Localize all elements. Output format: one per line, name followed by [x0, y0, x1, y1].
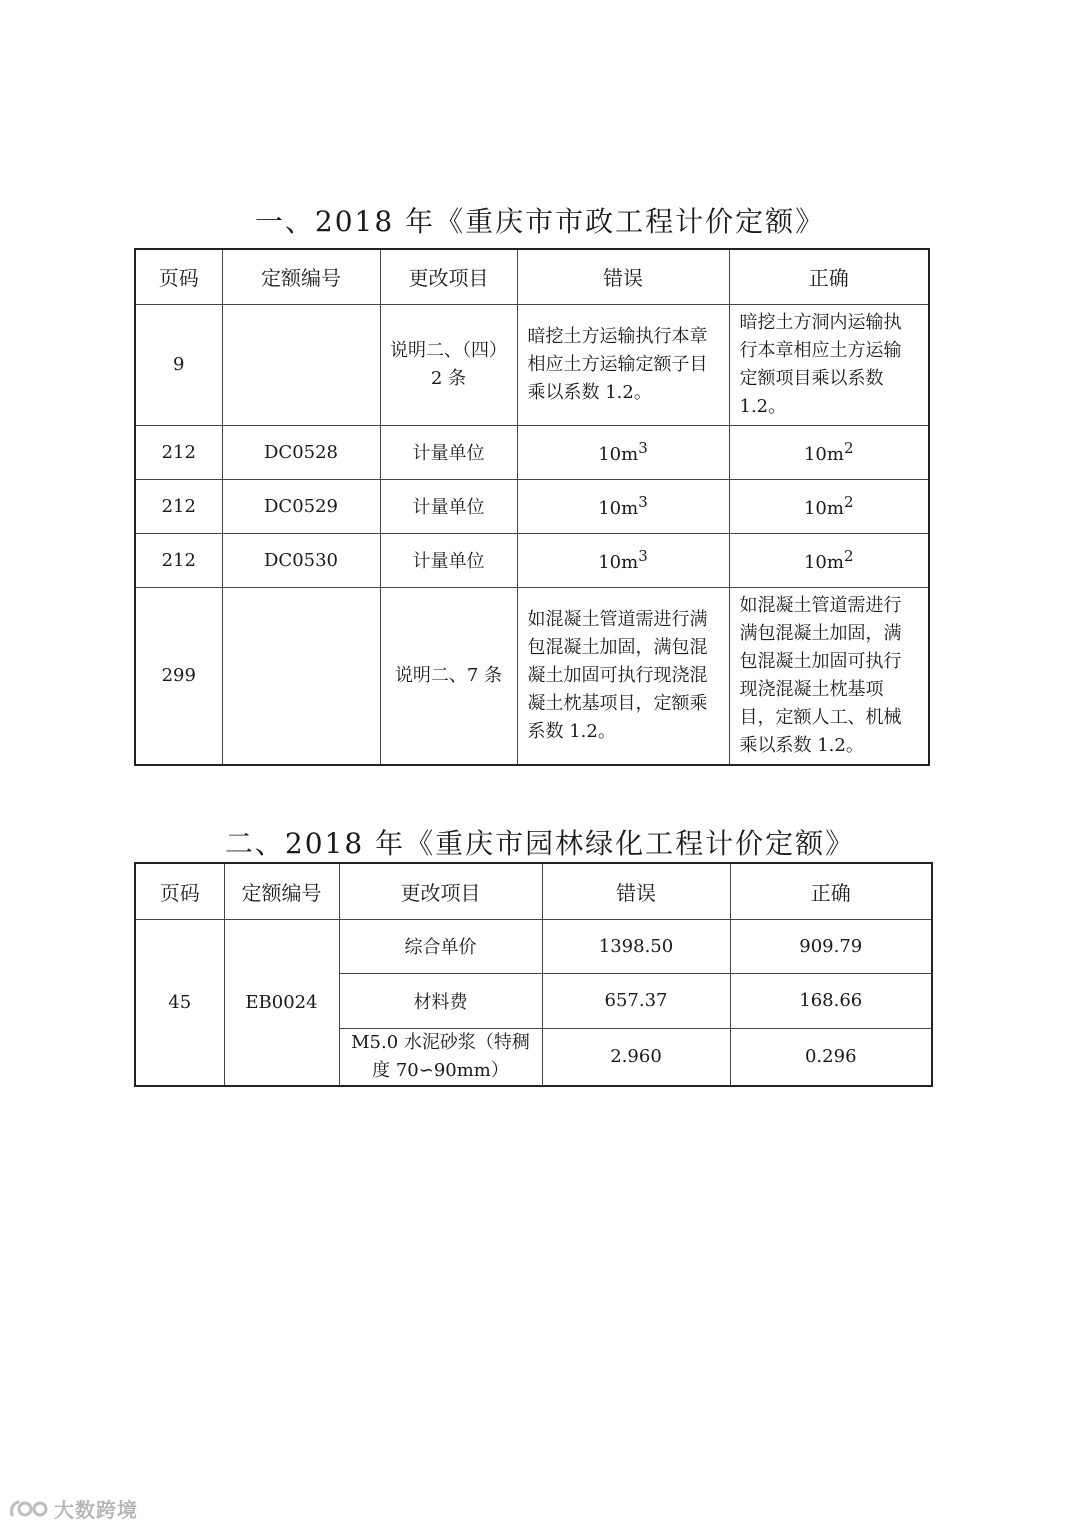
cell-wrong: [517, 479, 729, 533]
cell-page: 212: [135, 425, 222, 479]
logo-icon: [8, 1497, 50, 1521]
table-row: [135, 919, 932, 973]
unit-exponent: 3: [638, 493, 648, 511]
header-wrong: 错误: [517, 249, 729, 304]
cell-page: 9: [135, 304, 222, 425]
cell-wrong: [517, 425, 729, 479]
table-header-row: [135, 249, 929, 304]
table-row: [135, 304, 929, 425]
cell-page: 45: [135, 919, 224, 1086]
cell-wrong: 如混凝土管道需进行满包混凝土加固，满包混凝土加固可执行现浇混凝土枕基项目，定额乘系数 1.2。: [517, 587, 729, 765]
header-page: 页码: [135, 249, 222, 304]
cell-wrong: 2.960: [542, 1028, 730, 1086]
header-item: 更改项目: [339, 863, 542, 919]
cell-page: 212: [135, 479, 222, 533]
table-row: [135, 587, 929, 765]
cell-item: 计量单位: [380, 479, 517, 533]
cell-right: 909.79: [730, 919, 932, 973]
cell-wrong: [517, 533, 729, 587]
cell-wrong: 暗挖土方运输执行本章相应土方运输定额子目乘以系数 1.2。: [517, 304, 729, 425]
cell-code: DC0528: [222, 425, 380, 479]
unit-value: 10m: [803, 552, 844, 573]
cell-right: 如混凝土管道需进行满包混凝土加固，满包混凝土加固可执行现浇混凝土枕基项目，定额人工、机械乘以系数 1.2。: [729, 587, 929, 765]
cell-item: 说明二、7 条: [380, 587, 517, 765]
header-right: 正确: [729, 249, 929, 304]
unit-value: 10m: [803, 498, 844, 519]
header-code: 定额编号: [224, 863, 339, 919]
cell-wrong: 657.37: [542, 973, 730, 1028]
table-header-row: [135, 863, 932, 919]
cell-code: DC0529: [222, 479, 380, 533]
cell-code: [222, 304, 380, 425]
unit-value: 10m: [598, 552, 639, 573]
cell-right: 暗挖土方洞内运输执行本章相应土方运输定额项目乘以系数 1.2。: [729, 304, 929, 425]
cell-right: [729, 479, 929, 533]
cell-item: 材料费: [339, 973, 542, 1028]
cell-item: 计量单位: [380, 533, 517, 587]
cell-code: [222, 587, 380, 765]
header-page: 页码: [135, 863, 224, 919]
unit-exponent: 2: [843, 547, 854, 565]
unit-exponent: 2: [843, 439, 854, 457]
watermark: [8, 1494, 138, 1523]
watermark-text: 大数跨境: [54, 1498, 138, 1522]
cell-right: 0.296: [730, 1028, 932, 1086]
cell-page: 212: [135, 533, 222, 587]
unit-exponent: 3: [638, 547, 648, 565]
section-title-municipal: 一、2018 年《重庆市市政工程计价定额》: [254, 205, 826, 238]
cell-item: 综合单价: [339, 919, 542, 973]
cell-item: M5.0 水泥砂浆（特稠度 70∽90mm）: [339, 1028, 542, 1086]
cell-item: 计量单位: [380, 425, 517, 479]
unit-exponent: 3: [638, 439, 648, 457]
header-item: 更改项目: [380, 249, 517, 304]
table-row: [135, 533, 929, 587]
unit-exponent: 2: [843, 493, 854, 511]
cell-page: 299: [135, 587, 222, 765]
cell-code: DC0530: [222, 533, 380, 587]
section-title-landscape: 二、2018 年《重庆市园林绿化工程计价定额》: [224, 827, 856, 860]
cell-item: 说明二、（四）2 条: [380, 304, 517, 425]
cell-right: [729, 533, 929, 587]
cell-right: 168.66: [730, 973, 932, 1028]
unit-value: 10m: [803, 444, 844, 465]
errata-table-municipal: [134, 248, 930, 766]
cell-right: [729, 425, 929, 479]
unit-value: 10m: [598, 444, 639, 465]
cell-wrong: 1398.50: [542, 919, 730, 973]
header-wrong: 错误: [542, 863, 730, 919]
table-row: [135, 479, 929, 533]
cell-code: EB0024: [224, 919, 339, 1086]
table-row: [135, 425, 929, 479]
errata-table-landscape: [134, 862, 933, 1087]
header-code: 定额编号: [222, 249, 380, 304]
unit-value: 10m: [598, 498, 639, 519]
header-right: 正确: [730, 863, 932, 919]
